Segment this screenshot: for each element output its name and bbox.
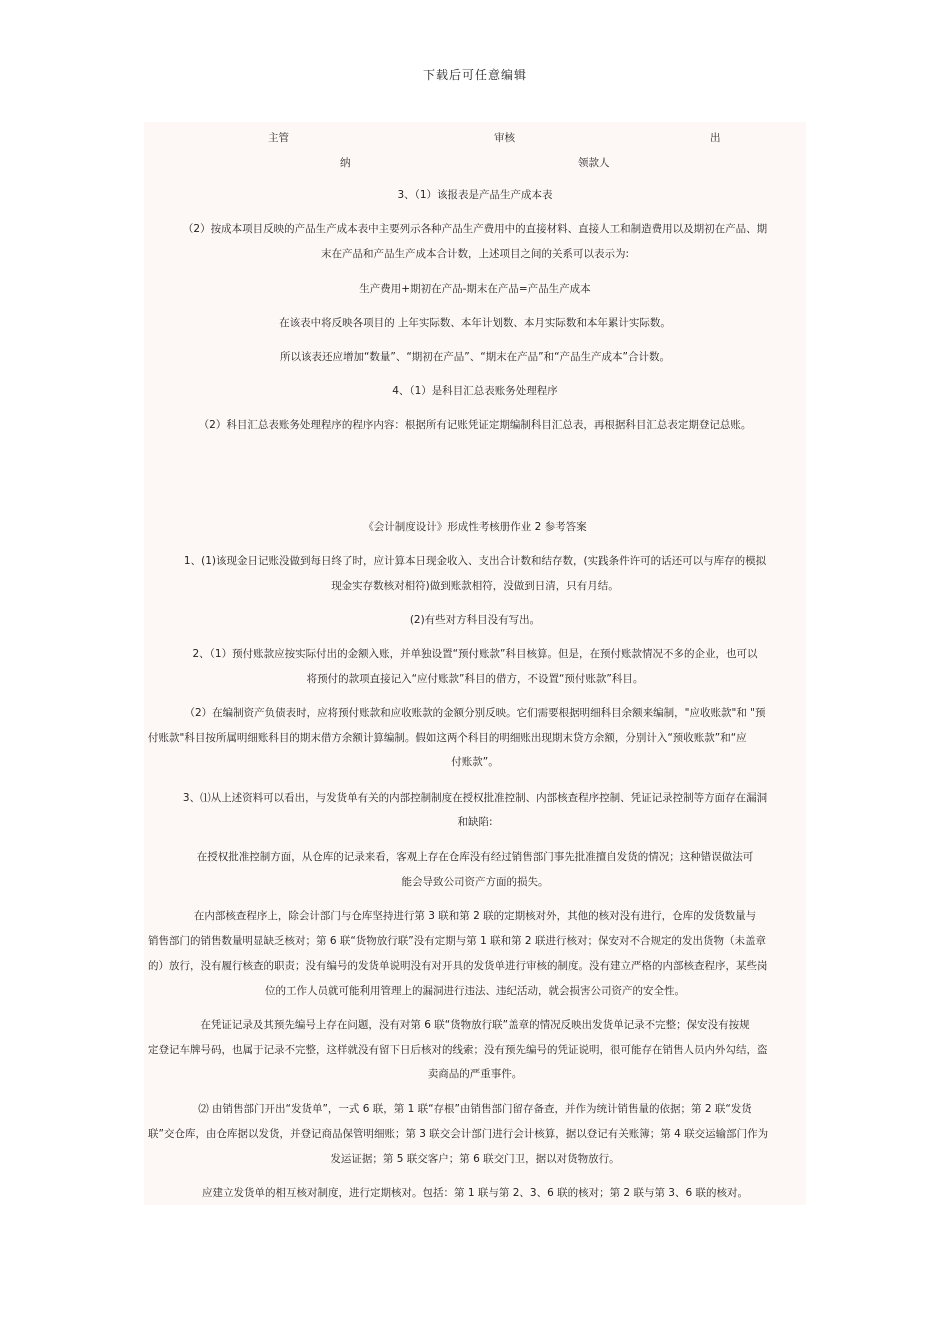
cashier-label-a: 出 (710, 132, 721, 144)
q3-1-line1: 3、⑴从上述资料可以看出，与发货单有关的内部控制制度在授权批准控制、内部核查程序控制、凭证记录控制等方面存在漏洞 (182, 792, 768, 804)
answer-3-items: 在该表中将反映各项目的 上年实际数、本年计划数、本月实际数和本年累计实际数。 (279, 317, 671, 329)
q2-line1: 2、（1）预付账款应按实际付出的金额入账，并单独设置“预付账款”科目核算。但是，在预付账款情况不多的企业，也可以 (192, 648, 758, 660)
answer-4-2: （2）科目汇总表账务处理程序的程序内容：根据所有记账凭证定期编制科目汇总表，再根据科目汇总表定期登记总账。 (198, 419, 752, 431)
answer-3-1: 3、（1）该报表是产品生产成本表 (397, 189, 553, 201)
q3-record-line1: 在凭证记录及其预先编号上存在问题，没有对第 6 联“货物放行联”盖章的情况反映出发货单记录不完整；保安没有按规 (200, 1019, 750, 1031)
q3-check-line3: 的）放行，没有履行核查的职责；没有编号的发货单说明没有对开具的发货单进行审核的制度。没有建立严格的内部核查程序，某些岗 (148, 960, 768, 972)
q2-2-line3: 付账款”。 (451, 756, 499, 768)
q3-check-line4: 位的工作人员就可能利用管理上的漏洞进行违法、违纪活动，就会损害公司资产的安全性。 (265, 985, 685, 997)
answer-3-add: 所以该表还应增加“数量”、“期初在产品”、“期末在产品”和“产品生产成本”合计数。 (279, 351, 671, 363)
q3-check-line2: 销售部门的销售数量明显缺乏核对；第 6 联“货物放行联”没有定期与第 1 联和第 2 联进行核对；保安对不合规定的发出货物（未盖章 (148, 935, 766, 947)
document-body (144, 122, 806, 1205)
q3-auth-line2: 能会导致公司资产方面的损失。 (401, 876, 549, 888)
q1-line2: 现金实存数核对相符)做到账款相符，没做到日清，只有月结。 (331, 580, 619, 592)
q3-check-line1: 在内部核查程序上，除会计部门与仓库坚持进行第 3 联和第 2 联的定期核对外，其他的核对没有进行，仓库的发货数量与 (193, 910, 757, 922)
q1-2: (2)有些对方科目没有写出。 (409, 614, 541, 626)
answer-4-1: 4、（1）是科目汇总表账务处理程序 (392, 385, 558, 397)
q3-auth-line1: 在授权批准控制方面，从仓库的记录来看，客观上存在仓库没有经过销售部门事先批准擅自发货的情况；这种错误做法可 (196, 851, 754, 863)
cashier-label-b: 纳 (340, 157, 351, 169)
answer-3-2-line1: （2）按成本项目反映的产品生产成本表中主要列示各种产品生产费用中的直接材料、直接人工和制造费用以及期初在产品、期 (182, 223, 768, 235)
section-title: 《会计制度设计》形成性考核册作业 2 参考答案 (363, 521, 587, 533)
q3-2-conclusion: 应建立发货单的相互核对制度，进行定期核对。包括：第 1 联与第 2、3、6 联的核对；第 2 联与第 3、6 联的核对。 (202, 1187, 748, 1199)
q2-line2: 将预付的款项直接记入“应付账款”科目的借方，不设置“预付账款”科目。 (306, 673, 644, 685)
q3-2-line3: 发运证据；第 5 联交客户；第 6 联交门卫，据以对货物放行。 (330, 1153, 620, 1165)
q1-line1: 1、(1)该现金日记账没做到每日终了时，应计算本日现金收入、支出合计数和结存数，(实践条件许可的话还可以与库存的模拟 (183, 555, 767, 567)
q3-1-line2: 和缺陷: (457, 816, 493, 828)
recipient-label: 领款人 (578, 157, 610, 169)
q3-record-line3: 卖商品的严重事件。 (427, 1068, 523, 1080)
answer-3-2-line2: 末在产品和产品生产成本合计数，上述项目之间的关系可以表示为: (320, 248, 630, 260)
formula-line: 生产费用+期初在产品-期末在产品=产品生产成本 (359, 283, 591, 295)
review-label: 审核 (494, 132, 515, 144)
q2-2-line1: （2）在编制资产负债表时，应将预付账款和应收账款的金额分别反映。它们需要根据明细科目余额来编制，"应收账款"和 "预 (184, 707, 766, 719)
q3-record-line2: 定登记车牌号码，也属于记录不完整，这样就没有留下日后核对的线索；没有预先编号的凭证说明，很可能存在销售人员内外勾结，盗 (148, 1044, 768, 1056)
q2-2-line2: 付账款"科目按所属明细账科目的期末借方余额计算编制。假如这两个科目的明细账出现期末贷方余额，分别计入“预收账款”和“应 (148, 732, 747, 744)
q3-2-line2: 联”交仓库，由仓库据以发货，并登记商品保管明细账；第 3 联交会计部门进行会计核算，据以登记有关账簿；第 4 联交运输部门作为 (148, 1128, 769, 1140)
page-header: 下载后可任意编辑 (422, 68, 527, 82)
supervisor-label: 主管 (268, 132, 289, 144)
q3-2-line1: ⑵ 由销售部门开出“发货单”，一式 6 联，第 1 联“存根”由销售部门留存备查，并作为统计销售量的依据；第 2 联“发货 (198, 1103, 752, 1115)
